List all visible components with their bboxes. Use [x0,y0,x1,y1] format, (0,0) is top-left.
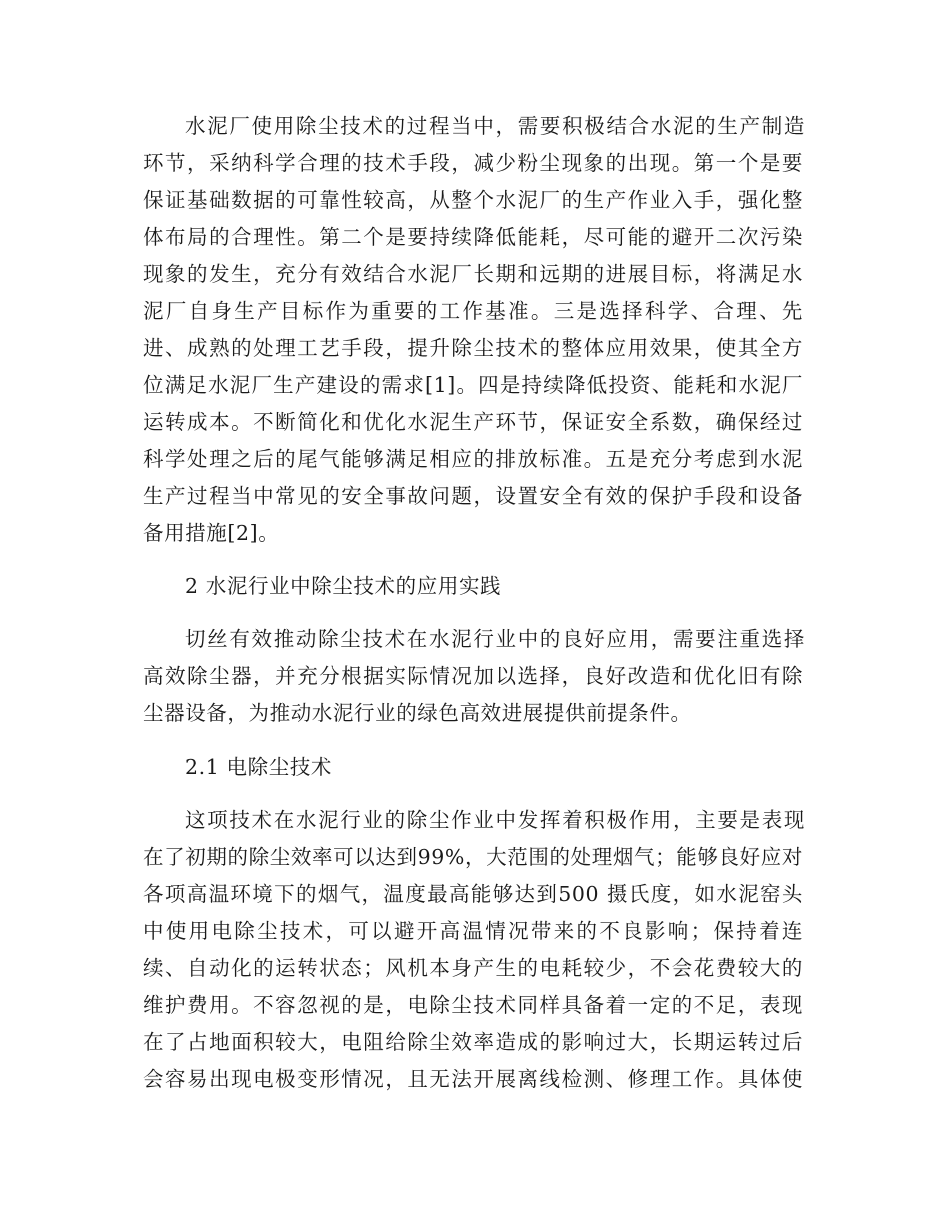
paragraph-2-line: 高效除尘器，并充分根据实际情况加以选择，良好改造和优化旧有除 [143,664,803,688]
paragraph-3-line: 这项技术在水泥行业的除尘作业中发挥着积极作用，主要是表现 [185,808,805,832]
paragraph-3-line: 维护费用。不容忽视的是，电除尘技术同样具备着一定的不足，表现 [143,993,803,1017]
subsection-heading: 2.1 电除尘技术 [185,755,333,779]
paragraph-3-line: 在了初期的除尘效率可以达到99%，大范围的处理烟气；能够良好应对 [143,845,803,869]
paragraph-1-line: 进、成熟的处理工艺手段，提升除尘技术的整体应用效果，使其全方 [143,336,803,360]
paragraph-1-line: 科学处理之后的尾气能够满足相应的排放标准。五是充分考虑到水泥 [143,447,803,471]
paragraph-1-line: 保证基础数据的可靠性较高，从整个水泥厂的生产作业入手，强化整 [143,188,803,212]
paragraph-3-line: 会容易出现电极变形情况，且无法开展离线检测、修理工作。具体使 [143,1067,803,1091]
paragraph-3-line: 中使用电除尘技术，可以避开高温情况带来的不良影响；保持着连 [143,919,803,943]
paragraph-3-line: 各项高温环境下的烟气，温度最高能够达到500 摄氏度，如水泥窑头 [143,882,803,906]
paragraph-1-line: 现象的发生，充分有效结合水泥厂长期和远期的进展目标，将满足水 [143,262,803,286]
paragraph-1-line: 生产过程当中常见的安全事故问题，设置安全有效的保护手段和设备 [143,484,803,508]
paragraph-1-line: 位满足水泥厂生产建设的需求[1]。四是持续降低投资、能耗和水泥厂 [143,373,803,397]
paragraph-1-line: 体布局的合理性。第二个是要持续降低能耗，尽可能的避开二次污染 [143,225,803,249]
paragraph-3-line: 在了占地面积较大，电阻给除尘效率造成的影响过大，长期运转过后 [143,1030,803,1054]
paragraph-3-line: 续、自动化的运转状态；风机本身产生的电耗较少，不会花费较大的 [143,956,803,980]
paragraph-1-line: 环节，采纳科学合理的技术手段，减少粉尘现象的出现。第一个是要 [143,151,803,175]
paragraph-1-line: 水泥厂使用除尘技术的过程当中，需要积极结合水泥的生产制造 [185,114,805,138]
paragraph-2-line: 尘器设备，为推动水泥行业的绿色高效进展提供前提条件。 [143,701,692,725]
paragraph-2-line: 切丝有效推动除尘技术在水泥行业中的良好应用，需要注重选择 [185,627,805,651]
section-heading: 2 水泥行业中除尘技术的应用实践 [185,574,502,598]
paragraph-1-line: 备用措施[2]。 [143,521,280,545]
paragraph-1-line: 运转成本。不断简化和优化水泥生产环节，保证安全系数，确保经过 [143,410,803,434]
paragraph-1-line: 泥厂自身生产目标作为重要的工作基准。三是选择科学、合理、先 [143,299,803,323]
